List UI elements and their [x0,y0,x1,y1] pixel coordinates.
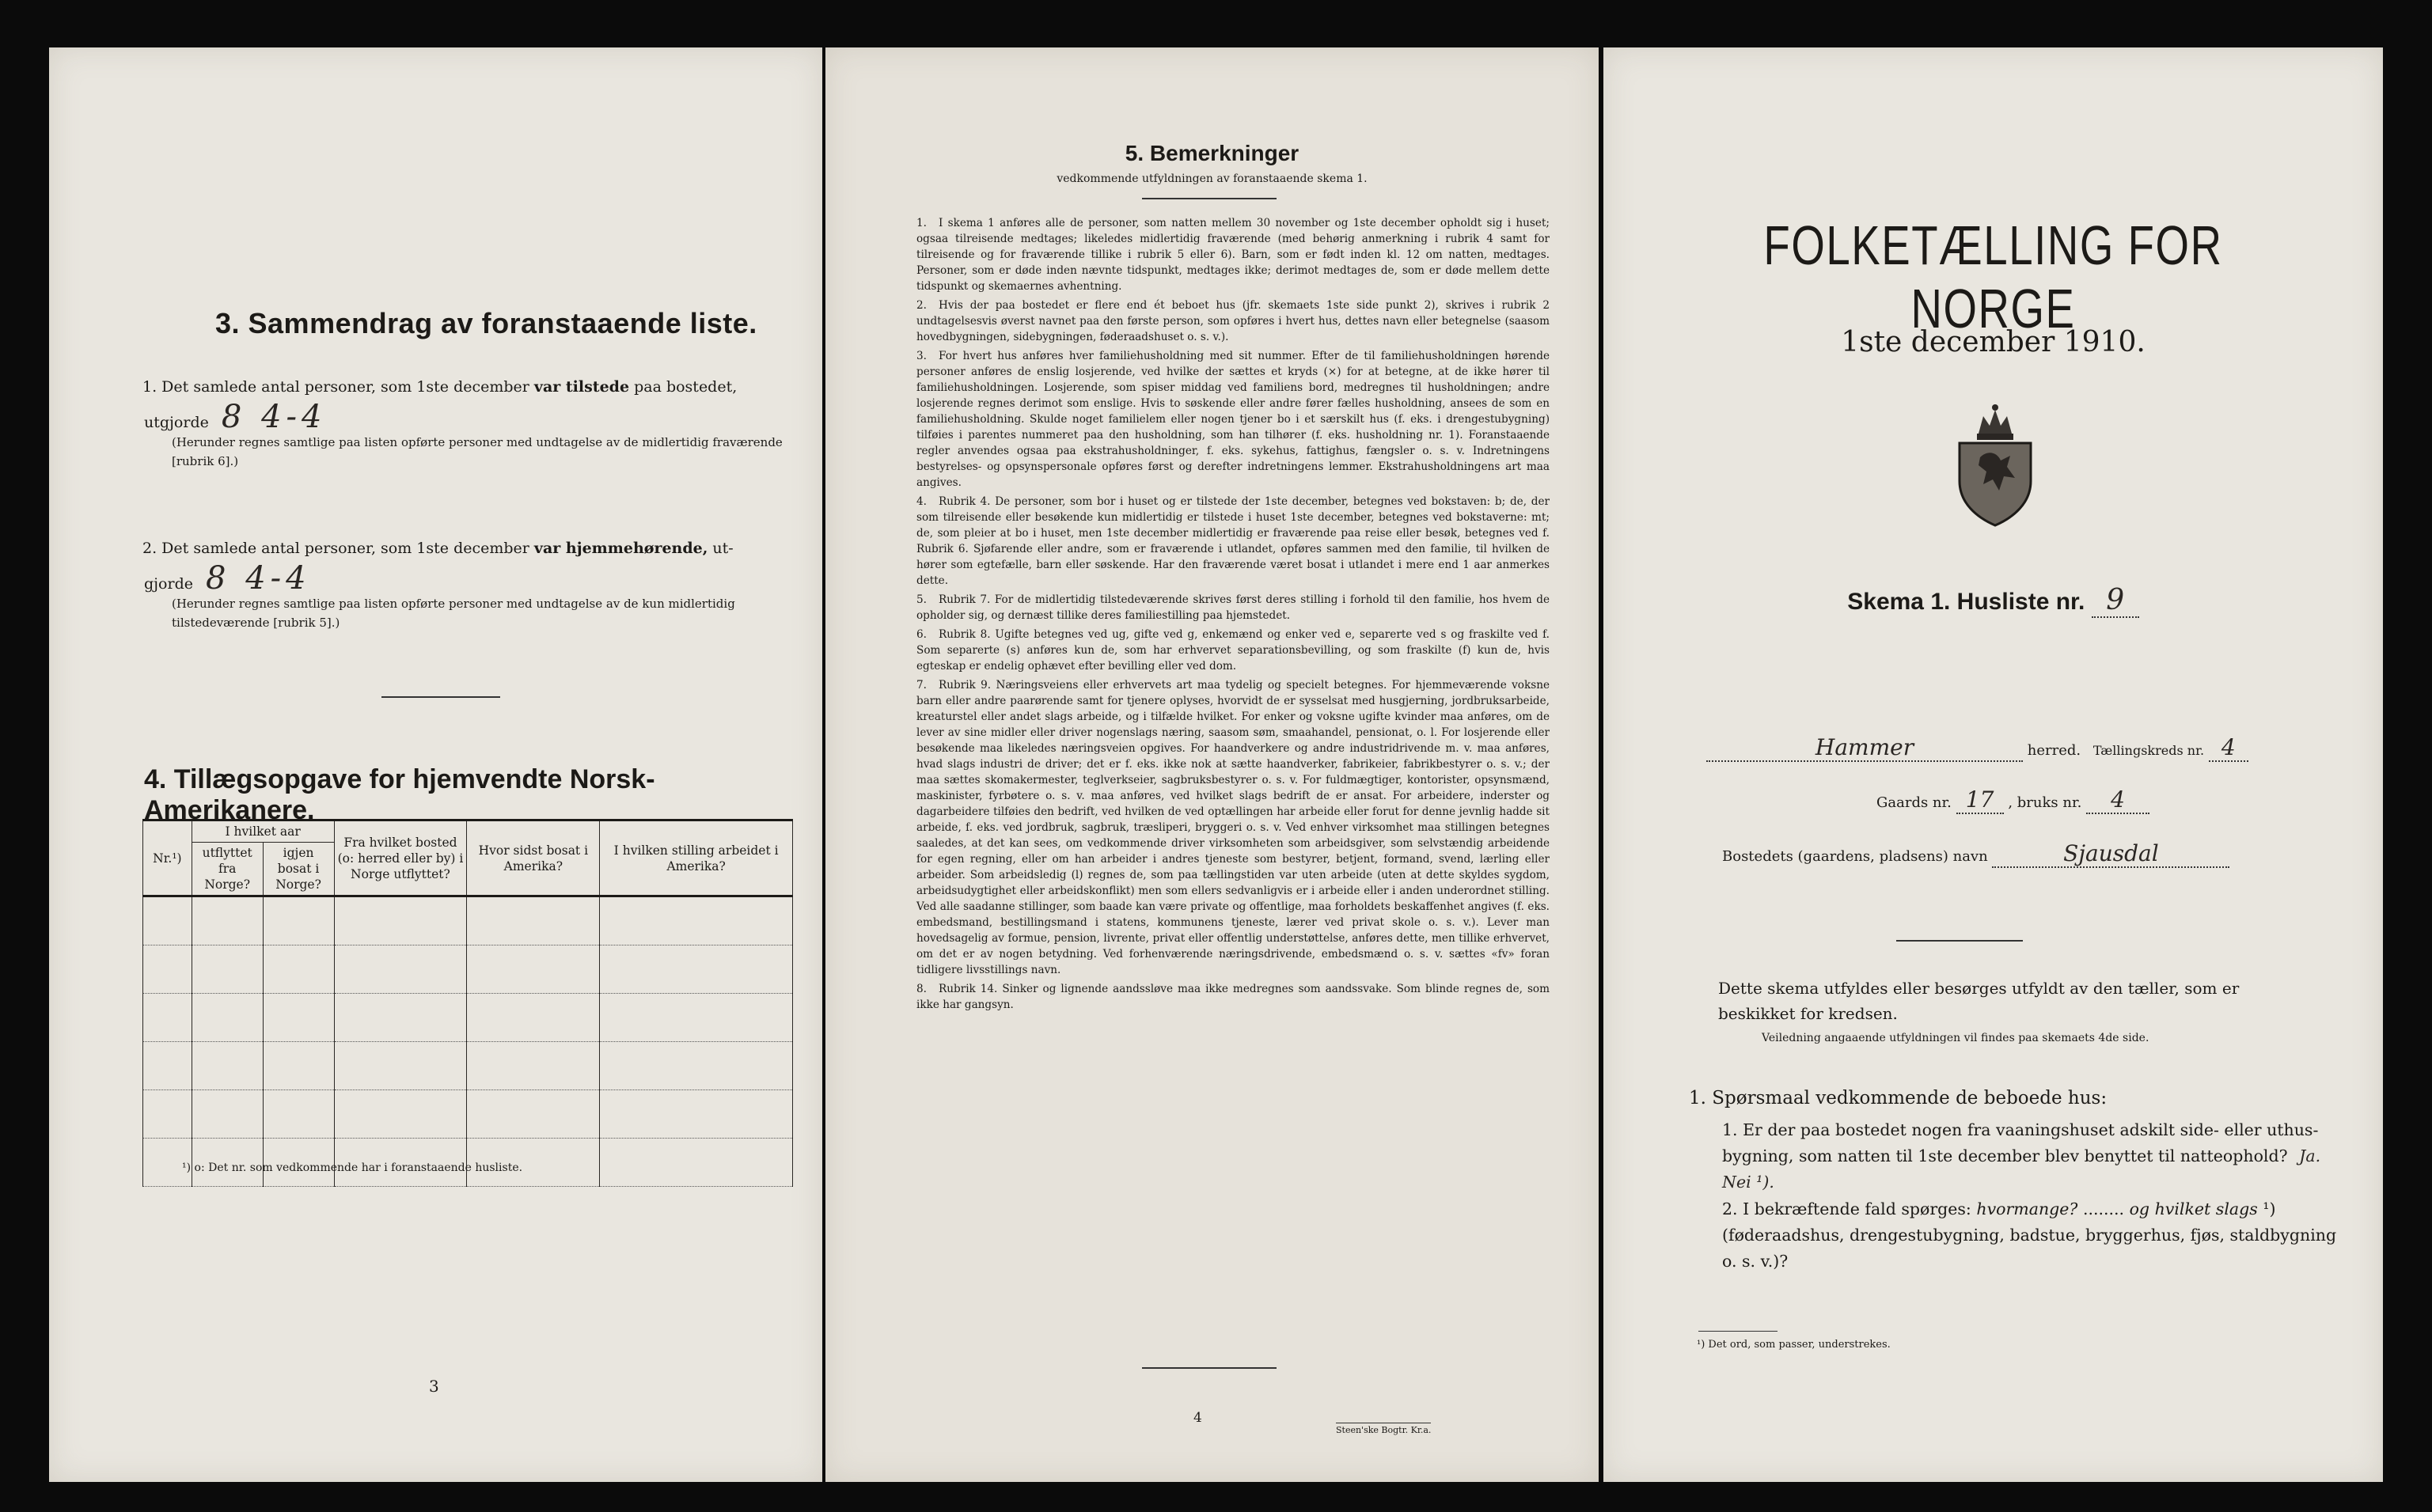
col-nr: Nr.¹) [143,820,192,896]
herred-value: Hammer [1706,734,2023,762]
col-emigrated: utflyttet fra Norge? [192,843,263,896]
census-title: FOLKETÆLLING FOR NORGE [1763,214,2223,339]
divider [1142,1367,1277,1369]
col-from-where: Fra hvilket bosted (o: herred eller by) i Norge utflyttet? [334,820,467,896]
table-row [143,994,793,1042]
intro-text: Dette skema utfyldes eller besørges utfyldt av den tæller, som er beskikket for kredsen. [1718,979,2240,1023]
coat-of-arms-icon [1948,402,2042,527]
remark-item: 8. Rubrik 14. Sinker og lignende aandssløve maa ikke medregnes som aandssvake. Som blinde regnes de, som ikke har gangsyn. [916,983,1550,1011]
table-row [143,896,793,945]
table-row [143,1042,793,1090]
resident-count-value: 8 4-4 [206,560,311,597]
footnote: ¹) Det ord, som passer, understrekes. [1697,1339,1891,1351]
question-1-answer: Ja. Nei ¹). [1722,1146,2321,1192]
question-heading: 1. Spørsmaal vedkommende de beboede hus: [1689,1088,2108,1108]
table-row [143,1090,793,1139]
col-last-us: Hvor sidst bosat i Amerika? [467,820,600,896]
divider [1142,198,1277,199]
gaards-value: 17 [1956,786,2004,814]
summary-note-1: (Herunder regnes samtlige paa listen opførte personer med undtagelse av de midlertidig fraværende [rubrik 6].) [172,435,783,468]
summary-item-2: 2. Det samlede antal personer, som 1ste december var hjemmehørende, ut- gjorde 8 4-4 [142,540,734,597]
col-year-group: I hvilket aar [192,820,334,843]
husliste-number-value: 9 [2092,584,2139,618]
page-number: 4 [1193,1410,1202,1426]
summary-note-2: (Herunder regnes samtlige paa listen opførte personer med undtagelse av de kun midlertidig tilstedeværende [rubrik 5].) [172,597,735,630]
divider [1698,1331,1778,1332]
bosted-line [1722,840,2371,868]
bosted-value: Sjausdal [1992,840,2229,868]
section-3-title: 3. Sammendrag av foranstaaende liste. [215,307,757,339]
page-3 [49,47,822,1482]
table-footnote: ¹) o: Det nr. som vedkommende har i foranstaaende husliste. [182,1161,523,1174]
printer-mark: Steen'ske Bogtr. Kr.a. [1336,1423,1431,1435]
page-1-cover [1603,47,2383,1482]
gaards-line [1876,786,2351,814]
remark-item: 4. Rubrik 4. De personer, som bor i huset og er tilstede der 1ste december, betegnes ved bokstaven: b; de, der som tilreisende eller besøkende kun midlertidig er tilstede i huset 1ste december, betegnes ved bokstaverne: mt; de, som pleier at bo i huset, men 1ste december midlertidig er fraværende paa reise eller besøk, betegnes ved f. Rubrik 6. Sjøfarende eller andre, som er fraværende i utlandet, opføres sammen med den familie, til hvilken de hører som egtefælle, barn eller søskende. Har den fraværende været bosat i utlandet i mere end 1 aar anmerkes dette. [916,495,1550,587]
col-occupation: I hvilken stilling arbeidet i Amerika? [600,820,793,896]
norwegian-american-table [142,819,793,1187]
intro-note: Veiledning angaaende utfyldningen vil findes paa skemaets 4de side. [1762,1032,2149,1044]
remark-item: 5. Rubrik 7. For de midlertidig tilstedeværende skrives først deres stilling i forhold til den familie, hos hvem de opholder sig, og dernæst tillike deres familiestilling paa hjemstedet. [916,593,1550,622]
remarks-subtitle: vedkommende utfyldningen av foranstaaende skema 1. [1057,172,1368,185]
divider [381,696,500,698]
question-1: 1. Er der paa bostedet nogen fra vaaningshuset adskilt side- eller uthus-bygning, som natten til 1ste december blev benyttet til natteophold? Ja. Nei ¹). [1722,1120,2321,1192]
remark-item: 1. I skema 1 anføres alle de personer, som natten mellem 30 november og 1ste december opholdt sig i huset; ogsaa tilreisende medtages; likeledes midlertidig fraværende (med behørig anmerkning i rubrik 4 samt for tilreisende og for fraværende tillike i rubrik 5 eller 6). Barn, som er født inden kl. 12 om natten, medtages. Personer, som er døde inden nævnte tidspunkt, medtages ikke; derimot medtages de, som er døde mellem dette tidspunkt og skemaernes avhentning. [916,217,1550,293]
section-4-title: 4. Tillægsopgave for hjemvendte Norsk-Amerikanere. [144,764,655,825]
census-date: 1ste december 1910. [1841,326,2146,358]
page-number: 3 [429,1377,439,1396]
herred-label: herred. [2027,742,2081,759]
remarks-list [916,215,1550,1013]
bruks-value: 4 [2086,786,2149,814]
remark-item: 7. Rubrik 9. Næringsveiens eller erhvervets art maa tydelig og specielt betegnes. For hjemmeværende voksne barn eller andre paarørende samt for tjenere oplyses, hvorvidt de er sysselsat med husgjerning, jordbruksarbeide, kreaturstel eller andet slags arbeide, og i tilfælde hvilket. For enker og voksne ugifte kvinder maa anføres, om de lever av sine midler eller driver nogenslags næring, saasom søm, smaahandel, pensionat, o. l. For losjerende eller besøkende maa likeledes næringsveien opgives. For haandverkere og andre industridrivende m. v. maa anføres, hvad slags industri de driver; det er f. eks. ikke nok at sætte haandverker, fabrikeier, fabrikbestyrer o. s. v.; der maa sættes skomakermester, teglverkseier, sagbruksbestyrer o. s. v. For fuldmægtiger, kontorister, opsynsmænd, maskinister, fyrbøtere o. s. v. maa anføres, ved hvilket slags bedrift de er ansat. For arbeidere, inderster og dagarbeidere tilføies den bedrift, ved hvilken de ved optællingen har arbeide eller forut for denne jevnlig hadde sit arbeide, f. eks. ved jordbruk, sagbruk, træsliperi, bryggeri o. s. v. Ved enhver virksomhet maa stillingen betegnes saaledes, at det kan sees, om vedkommende driver virksomheten som arbeidsgiver, som selvstændig arbeidende for egen regning, eller om han arbeider i andres tjeneste som bestyrer, betjent, formand, svend, lærling eller arbeider. Som arbeidsledig (l) regnes de, som paa tællingstiden var uten arbeide (uten at dette skyldes sygdom, arbeidsudygtighet eller arbeidskonflikt) men som ellers sedvanligvis er i arbeide eller i anden underordnet stilling. Ved alle saadanne stillinger, som baade kan være private og offentlige, maa forholdets beskaffenhet angives (f. eks. embedsmand, bestillingsmand i statens, kommunens tjeneste, lærer ved privat skole o. s. v.). Lever man hovedsagelig av formue, pension, livrente, privat eller offentlig understøttelse, anføres dette, men tillike erhvervet, om det er av nogen betydning. Ved forhenværende næringsdrivende, embedsmænd o. s. v. sættes «fv» foran tidligere livsstillings navn. [916,679,1550,976]
question-2: 2. I bekræftende fald spørges: hvormange? ........ og hvilket slags ¹) (føderaadshus, drengestubygning, badstue, bryggerhus, fjøs, staldbygning o. s. v.)? [1722,1199,2337,1271]
kreds-value: 4 [2209,734,2248,762]
gaards-label: Gaards nr. [1876,794,1952,811]
remarks-title: 5. Bemerkninger [1125,141,1299,165]
bosted-label: Bostedets (gaardens, pladsens) navn [1722,848,1988,865]
remark-item: 3. For hvert hus anføres hver familiehusholdning med sit nummer. Efter de til familiehusholdningen hørende personer anføres de enslig losjerende, ved hvilke der sættes et kryds (×) for at betegne, at de ikke hører til familiehusholdningen. Losjerende, som spiser middag ved familiens bord, medregnes til husholdningen; andre losjerende regnes derimot som enslige. Hvis to søskende eller andre fører fælles husholdning, ansees de som en familiehusholdning. Skulde noget familielem eller nogen tjener bo i et særskilt hus (f. eks. i drengestubygning) tilføies i parentes nummeret paa den husholdning, som han tilhører (f. eks. husholdning nr. 1). Foranstaaende regler anvendes ogsaa paa ekstrahusholdninger, f. eks. sykehus, fattighus, fængsler o. s. v. Indretningens bestyrelses- og opsynspersonale opføres først og derefter indretningens lemmer. Ekstrahusholdningens art maa angives. [916,350,1550,489]
summary-item-1: 1. Det samlede antal personer, som 1ste december var tilstede paa bostedet, utgjorde 8 4-4 [142,378,738,435]
divider [1896,940,2023,942]
remark-item: 2. Hvis der paa bostedet er flere end ét beboet hus (jfr. skemaets 1ste side punkt 2), skrives i rubrik 2 undtagelsesvis øverst navnet paa den første person, som opføres i hvert hus, dettes navn eller betegnelse (saasom hovedbygningen, sidebygningen, føderaadshuset o. s. v.). [916,299,1550,343]
page-4 [825,47,1599,1482]
herred-line [1706,734,2371,762]
remark-item: 6. Rubrik 8. Ugifte betegnes ved ug, gifte ved g, enkemænd og enker ved e, separerte ved s og fraskilte ved f. Som separerte (s) anføres kun de, som har erhvervet separationsbevilling, og som fraskilte (f) kun de, hvis egteskap er endelig ophævet efter bevilling eller ved dom. [916,628,1550,673]
table-row [143,945,793,994]
present-count-value: 8 4-4 [221,399,327,435]
kreds-label: Tællingskreds nr. [2092,743,2205,758]
col-returned: igjen bosat i Norge? [263,843,334,896]
bruks-label: , bruks nr. [2008,794,2082,811]
skema-line: Skema 1. Husliste nr. 9 [1603,584,2383,618]
